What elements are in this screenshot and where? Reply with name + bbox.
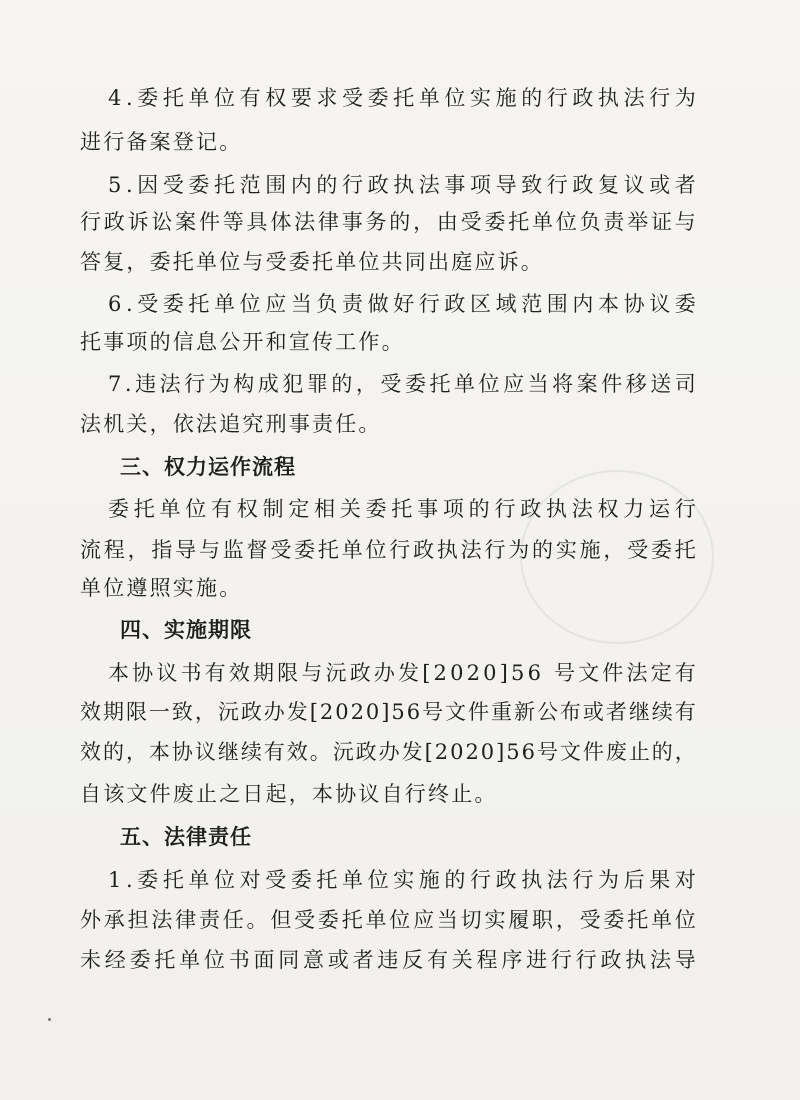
text-line: 4.委托单位有权要求受委托单位实施的行政执法行为 <box>108 86 701 110</box>
text-line: 1.委托单位对受委托单位实施的行政执法行为后果对 <box>108 868 701 892</box>
text-line: 答复，委托单位与受委托单位共同出庭应诉。 <box>80 250 544 274</box>
text-line: 自该文件废止之日起，本协议自行终止。 <box>80 782 498 806</box>
text-line: 6.受委托单位应当负责做好行政区域范围内本协议委 <box>108 292 701 316</box>
text-line: 委托单位有权制定相关委托事项的行政执法权力运行 <box>108 497 701 521</box>
text-line: 效的，本协议继续有效。沅政办发[2020]56号文件废止的， <box>80 740 698 764</box>
text-line: 行政诉讼案件等具体法律事务的，由受委托单位负责举证与 <box>80 210 699 234</box>
text-line: 进行备案登记。 <box>80 130 243 154</box>
text-line: 5.因受委托范围内的行政执法事项导致行政复议或者 <box>108 173 701 197</box>
text-line: 未经委托单位书面同意或者违反有关程序进行行政执法导 <box>80 948 700 972</box>
text-line: 本协议书有效期限与沅政办发[2020]56 号文件法定有 <box>108 661 699 685</box>
section-heading: 四、实施期限 <box>120 618 252 642</box>
text-line: 流程，指导与监督受委托单位行政执法行为的实施，受委托 <box>80 538 699 562</box>
section-heading: 三、权力运作流程 <box>120 455 296 479</box>
text-line: 外承担法律责任。但受委托单位应当切实履职，受委托单位 <box>80 908 699 932</box>
text-line: 7.违法行为构成犯罪的，受委托单位应当将案件移送司 <box>108 372 700 396</box>
text-line: 单位遵照实施。 <box>80 576 243 600</box>
scan-speck <box>48 1018 51 1021</box>
text-line: 法机关，依法追究刑事责任。 <box>80 412 382 436</box>
text-line: 效期限一致，沅政办发[2020]56号文件重新公布或者继续有 <box>80 700 698 724</box>
section-heading: 五、法律责任 <box>120 825 252 849</box>
text-line: 托事项的信息公开和宣传工作。 <box>80 330 405 354</box>
